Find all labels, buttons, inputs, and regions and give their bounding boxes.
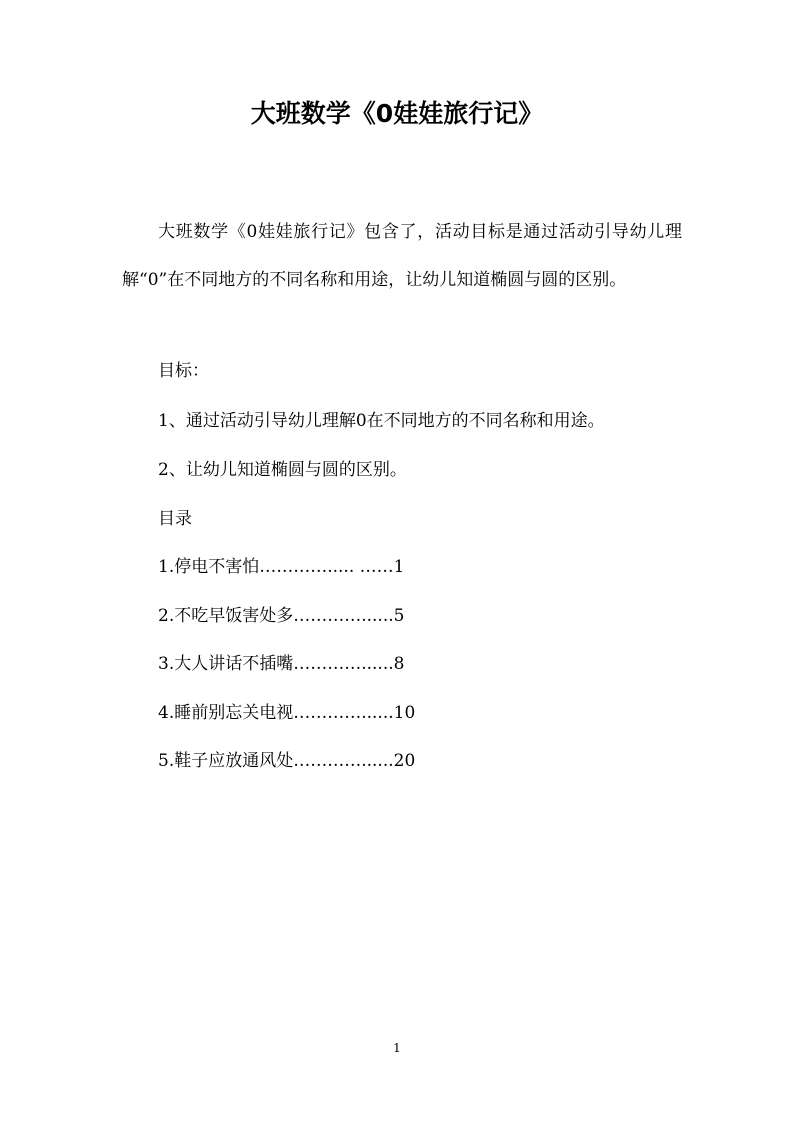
toc-heading: 目录 xyxy=(158,509,192,529)
page-number: 1 xyxy=(393,1041,401,1055)
intro-paragraph: 大班数学《0娃娃旅行记》包含了，活动目标是通过活动引导幼儿理解“0”在不同地方的不同名称和用途，让幼儿知道椭圆与圆的区别。 xyxy=(122,222,682,290)
toc-item: 1.停电不害怕…………..... ……1 xyxy=(158,557,405,577)
goals-heading: 目标： xyxy=(158,361,209,381)
goal-item: 2、让幼儿知道椭圆与圆的区别。 xyxy=(158,460,407,480)
toc-item: 5.鞋子应放通风处…………......20 xyxy=(158,751,416,771)
toc-item: 2.不吃早饭害处多…………......5 xyxy=(158,606,405,626)
page-title: 大班数学《0娃娃旅行记》 xyxy=(250,99,544,128)
toc-item: 4.睡前别忘关电视…………......10 xyxy=(158,703,416,723)
goal-item: 1、通过活动引导幼儿理解0在不同地方的不同名称和用途。 xyxy=(158,411,605,431)
toc-item: 3.大人讲话不插嘴…………......8 xyxy=(158,654,405,674)
